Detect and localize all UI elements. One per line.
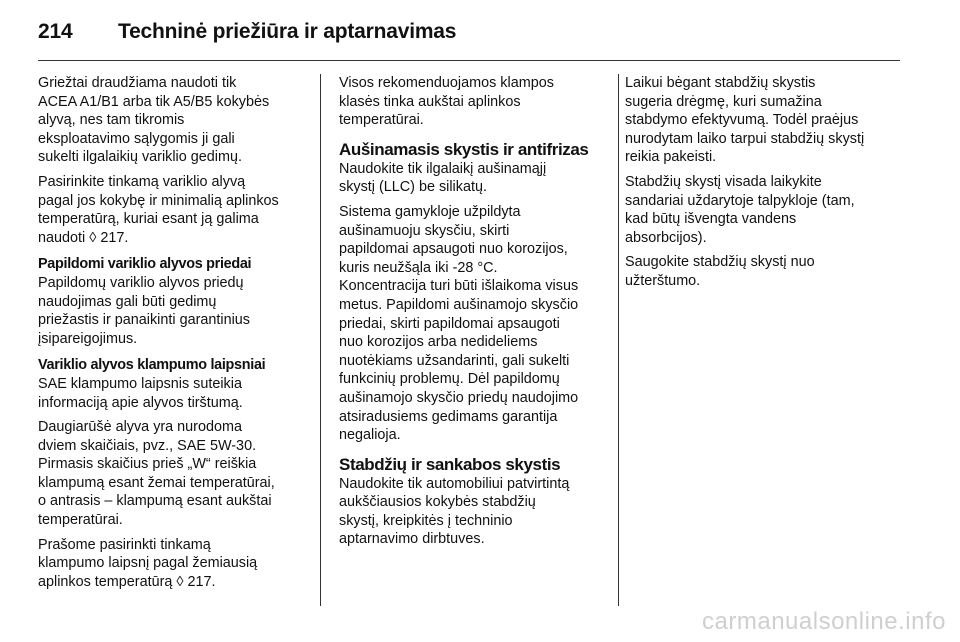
text-line: sukelti ilgalaikių variklio gedimų. xyxy=(38,149,242,166)
paragraph xyxy=(38,375,310,412)
text-line: skystį (LLC) be silikatų. xyxy=(339,179,487,196)
paragraph xyxy=(339,203,607,445)
paragraph xyxy=(38,74,310,167)
text-line: Saugokite stabdžių skystį nuo xyxy=(625,254,815,271)
text-line: Stabdžių skystį visada laikykite xyxy=(625,173,822,190)
heading-brake-fluid: Stabdžių ir sankabos skystis xyxy=(339,454,561,474)
text-line: stabdymo efektyvumą. Todėl praėjus xyxy=(625,112,859,129)
paragraph xyxy=(339,74,607,130)
paragraph xyxy=(38,536,310,592)
text-line: negalioja. xyxy=(339,427,401,444)
text-line: eksploatavimo sąlygomis ji gali xyxy=(38,130,235,147)
text-line: sugeria drėgmę, kuri sumažina xyxy=(625,93,822,110)
paragraph xyxy=(38,274,310,348)
subheading-oil-additives: Papildomi variklio alyvos priedai xyxy=(38,256,252,273)
text-line: sandariai uždarytoje talpykloje (tam, xyxy=(625,192,855,209)
text-line: klampumą esant žemai temperatūrai, xyxy=(38,474,275,491)
text-line: metus. Papildomi aušinamojo skysčio xyxy=(339,296,579,313)
text-line: užterštumo. xyxy=(625,272,701,289)
text-line: įsipareigojimus. xyxy=(38,330,138,347)
subheading-oil-viscosity: Variklio alyvos klampumo laipsniai xyxy=(38,357,266,374)
text-line: nurodytam laiko tarpui stabdžių skystį xyxy=(625,130,865,147)
text-line: aukščiausios kokybės stabdžių xyxy=(339,494,536,511)
text-line: kuris neužšąla iki -28 °C. xyxy=(339,259,498,276)
paragraph xyxy=(625,173,905,247)
column-1 xyxy=(38,74,310,597)
text-line: temperatūrai. xyxy=(339,112,424,129)
paragraph xyxy=(339,160,607,197)
text-line: Prašome pasirinkti tinkamą xyxy=(38,536,211,553)
text-line: Laikui bėgant stabdžių skystis xyxy=(625,75,816,91)
column-divider xyxy=(618,74,619,606)
heading-coolant: Aušinamasis skystis ir antifrizas xyxy=(339,139,589,159)
text-line: Sistema gamykloje užpildyta xyxy=(339,203,521,220)
text-line: alyvą, nes tam tikromis xyxy=(38,112,185,129)
page-title: Techninė priežiūra ir aptarnavimas xyxy=(118,20,457,43)
header-rule xyxy=(38,60,900,61)
text-line: Griežtai draudžiama naudoti tik xyxy=(38,75,237,91)
text-line: klampumo laipsnį pagal žemiausią xyxy=(38,555,258,572)
text-line: SAE klampumo laipsnis suteikia xyxy=(38,375,242,392)
text-line: temperatūrą, kuriai esant ją galima xyxy=(38,211,259,228)
paragraph xyxy=(38,418,310,530)
paragraph xyxy=(625,253,905,290)
text-line: naudojimas gali būti gedimų xyxy=(38,293,217,310)
page-header xyxy=(38,18,918,46)
text-line: aplinkos temperatūrą ◊ 217. xyxy=(38,573,216,590)
text-line: aušinamuoju skysčiu, skirti xyxy=(339,222,510,239)
paragraph xyxy=(625,74,905,167)
text-line: kad būtų išvengta vandens xyxy=(625,211,797,228)
page-number: 214 xyxy=(38,20,73,43)
column-2 xyxy=(339,74,607,555)
text-line: atsiradusiems gedimams garantija xyxy=(339,408,558,425)
text-line: priedai, skirti papildomai apsaugoti xyxy=(339,315,560,332)
text-line: Naudokite tik automobiliui patvirtintą xyxy=(339,475,570,492)
paragraph xyxy=(339,475,607,549)
text-line: reikia pakeisti. xyxy=(625,149,717,166)
text-line: informaciją apie alyvos tirštumą. xyxy=(38,394,243,411)
text-line: nuo korozijos arba nedideliems xyxy=(339,334,538,351)
text-line: klasės tinka aukštai aplinkos xyxy=(339,93,521,110)
text-line: pagal jos kokybę ir minimalią aplinkos xyxy=(38,192,279,209)
text-line: Visos rekomenduojamos klampos xyxy=(339,75,554,91)
text-line: Pasirinkite tinkamą variklio alyvą xyxy=(38,173,246,190)
text-line: Daugiarūšė alyva yra nurodoma xyxy=(38,419,242,436)
text-line: Naudokite tik ilgalaikį aušinamąjį xyxy=(339,160,547,177)
text-line: aušinamojo skysčio priedų naudojimo xyxy=(339,389,579,406)
text-line: skystį, kreipkitės į techninio xyxy=(339,512,513,529)
text-line: nuotėkiams užsandarinti, gali sukelti xyxy=(339,352,570,369)
text-line: Papildomų variklio alyvos priedų xyxy=(38,274,244,291)
column-divider xyxy=(320,74,321,606)
column-3 xyxy=(625,74,905,297)
text-line: o antrasis – klampumą esant aukštai xyxy=(38,493,272,510)
text-line: temperatūrai. xyxy=(38,512,123,529)
text-line: papildomai apsaugoti nuo korozijos, xyxy=(339,241,568,258)
text-line: ACEA A1/B1 arba tik A5/B5 kokybės xyxy=(38,93,270,110)
text-line: priežastis ir panaikinti garantinius xyxy=(38,312,250,329)
text-line: absorbcijos). xyxy=(625,229,707,246)
watermark: carmanualsonline.info xyxy=(702,608,946,635)
paragraph xyxy=(38,173,310,247)
text-line: aptarnavimo dirbtuves. xyxy=(339,531,485,548)
text-line: funkcinių problemų. Dėl papildomų xyxy=(339,371,560,388)
text-line: Pirmasis skaičius prieš „W“ reiškia xyxy=(38,456,257,473)
text-line: naudoti ◊ 217. xyxy=(38,229,129,246)
text-line: dviem skaičiais, pvz., SAE 5W-30. xyxy=(38,437,257,454)
text-line: Koncentracija turi būti išlaikoma visus xyxy=(339,278,579,295)
